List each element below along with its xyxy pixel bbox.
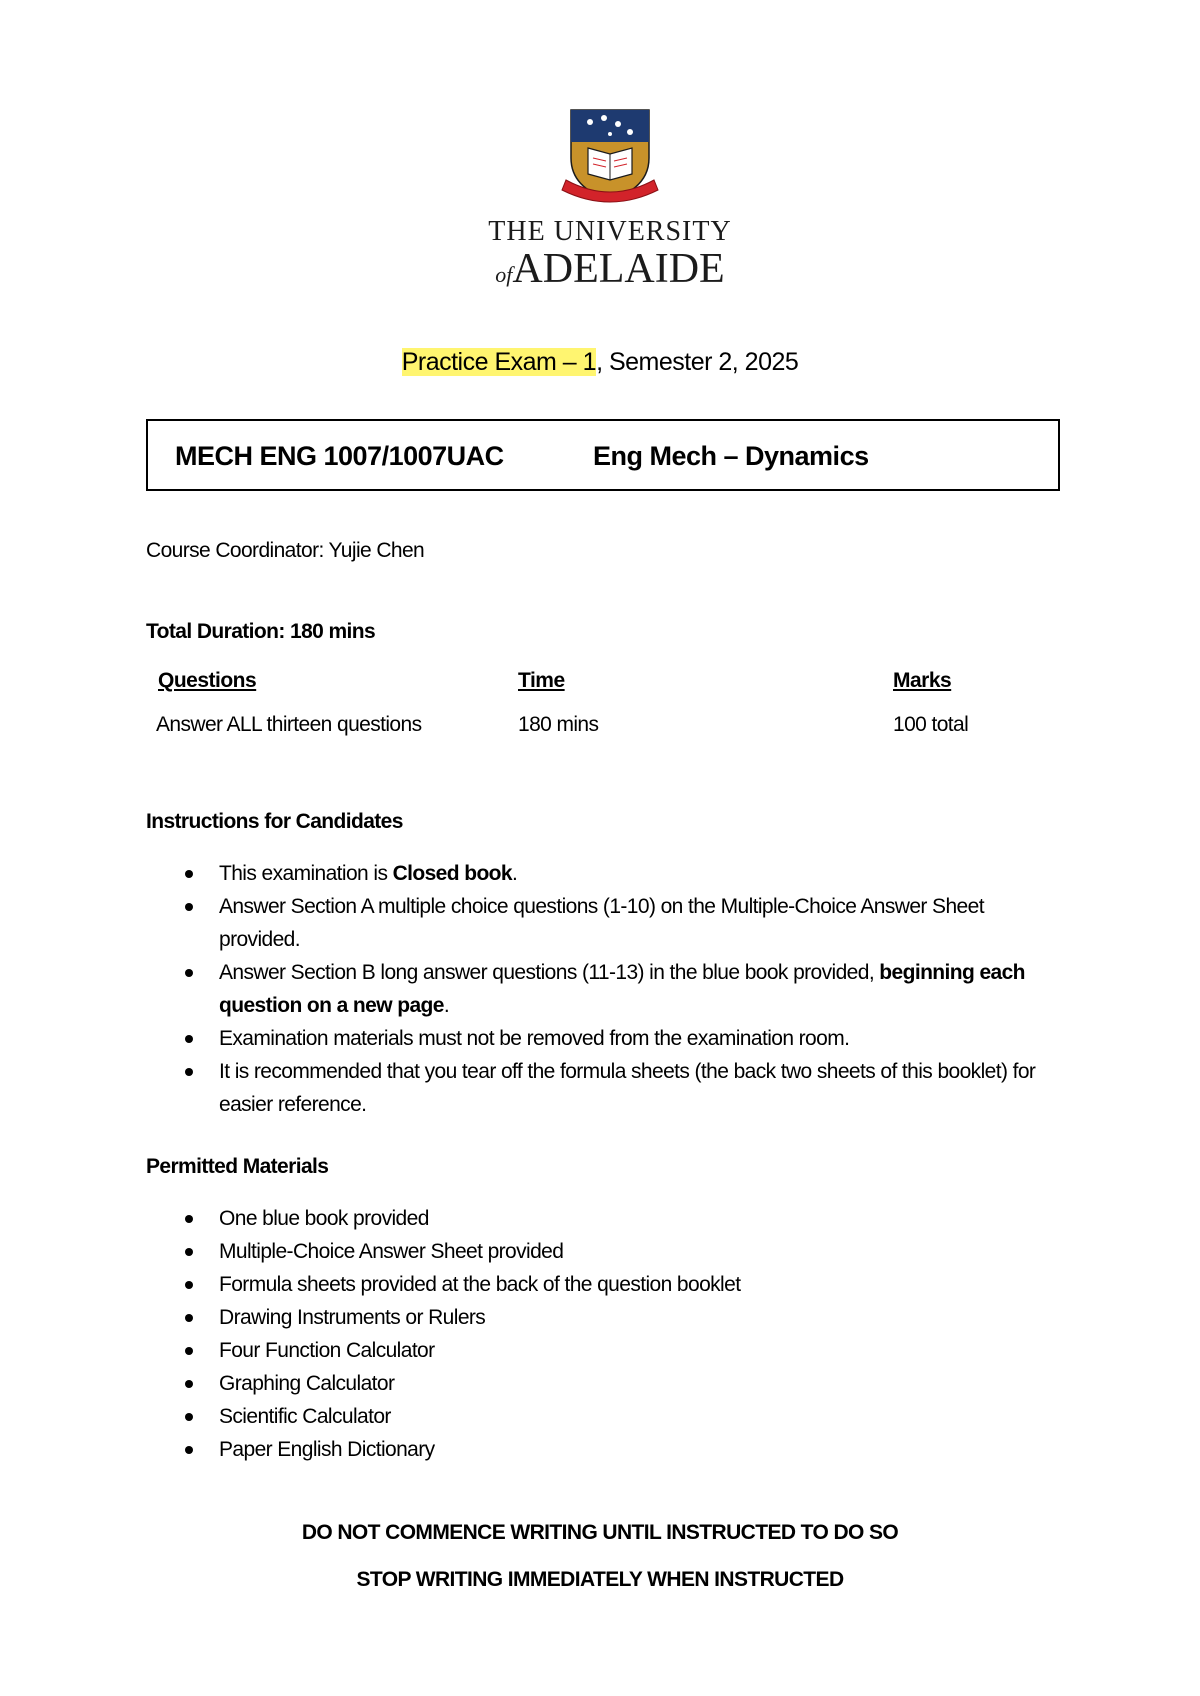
list-item bbox=[146, 1022, 1066, 1055]
footer-warning-stop: STOP WRITING IMMEDIATELY WHEN INSTRUCTED bbox=[356, 1568, 844, 1591]
permitted-materials-heading: Permitted Materials bbox=[146, 1155, 329, 1178]
list-item: Graphing Calculator bbox=[146, 1367, 1066, 1400]
list-item-text: It is recommended that you tear off the formula sheets (the back two sheets of this booklet) for easier reference. bbox=[219, 1060, 1036, 1116]
footer-warning-commence: DO NOT COMMENCE WRITING UNTIL INSTRUCTED TO DO SO bbox=[301, 1521, 899, 1544]
exam-title-semester: , Semester 2, 2025 bbox=[596, 348, 799, 376]
table-cell-marks: 100 total bbox=[893, 713, 969, 736]
list-item bbox=[146, 956, 1066, 1022]
list-item-text: . bbox=[512, 862, 518, 885]
table-header-time: Time bbox=[518, 669, 565, 692]
list-item-text: Answer Section B long answer questions (11-13) in the blue book provided, bbox=[219, 961, 880, 984]
list-item-text: This examination is bbox=[219, 862, 393, 885]
list-item-text: Examination materials must not be removed from the examination room. bbox=[219, 1027, 850, 1050]
course-coordinator: Course Coordinator: Yujie Chen bbox=[146, 539, 425, 562]
table-header-questions: Questions bbox=[158, 669, 257, 692]
exam-title bbox=[0, 348, 1200, 377]
exam-title-highlight: Practice Exam – 1 bbox=[401, 348, 597, 376]
list-item: Scientific Calculator bbox=[146, 1400, 1066, 1433]
university-logo bbox=[480, 108, 740, 298]
course-box bbox=[146, 419, 1060, 491]
logo-adelaide: ADELAIDE bbox=[512, 246, 725, 292]
table-cell-time: 180 mins bbox=[518, 713, 599, 736]
list-item-text: . bbox=[443, 994, 450, 1017]
logo-line-2 bbox=[480, 246, 740, 298]
course-name: Eng Mech – Dynamics bbox=[593, 441, 869, 471]
table-header-marks: Marks bbox=[893, 669, 952, 692]
permitted-materials-list bbox=[146, 1202, 1066, 1466]
list-item-bold-text: beginning each question on a new page bbox=[219, 961, 1025, 1017]
course-code: MECH ENG 1007/1007UAC bbox=[175, 441, 504, 471]
list-item bbox=[146, 857, 1066, 890]
list-item: Four Function Calculator bbox=[146, 1334, 1066, 1367]
list-item: Multiple-Choice Answer Sheet provided bbox=[146, 1235, 1066, 1268]
list-item-text: Answer Section A multiple choice questions (1-10) on the Multiple-Choice Answer Sheet provided. bbox=[219, 895, 984, 951]
list-item: One blue book provided bbox=[146, 1202, 1066, 1235]
list-item: Formula sheets provided at the back of the question booklet bbox=[146, 1268, 1066, 1301]
list-item-bold-text: Closed book bbox=[392, 862, 512, 885]
instructions-heading: Instructions for Candidates bbox=[146, 810, 403, 833]
list-item: Drawing Instruments or Rulers bbox=[146, 1301, 1066, 1334]
list-item: Paper English Dictionary bbox=[146, 1433, 1066, 1466]
university-crest-icon bbox=[480, 108, 740, 208]
logo-line-1: THE UNIVERSITY bbox=[488, 216, 732, 247]
logo-of: of bbox=[495, 262, 513, 287]
instructions-list bbox=[146, 857, 1066, 1121]
list-item bbox=[146, 890, 1066, 956]
table-cell-questions: Answer ALL thirteen questions bbox=[156, 713, 422, 736]
total-duration: Total Duration: 180 mins bbox=[146, 620, 376, 643]
list-item bbox=[146, 1055, 1066, 1121]
